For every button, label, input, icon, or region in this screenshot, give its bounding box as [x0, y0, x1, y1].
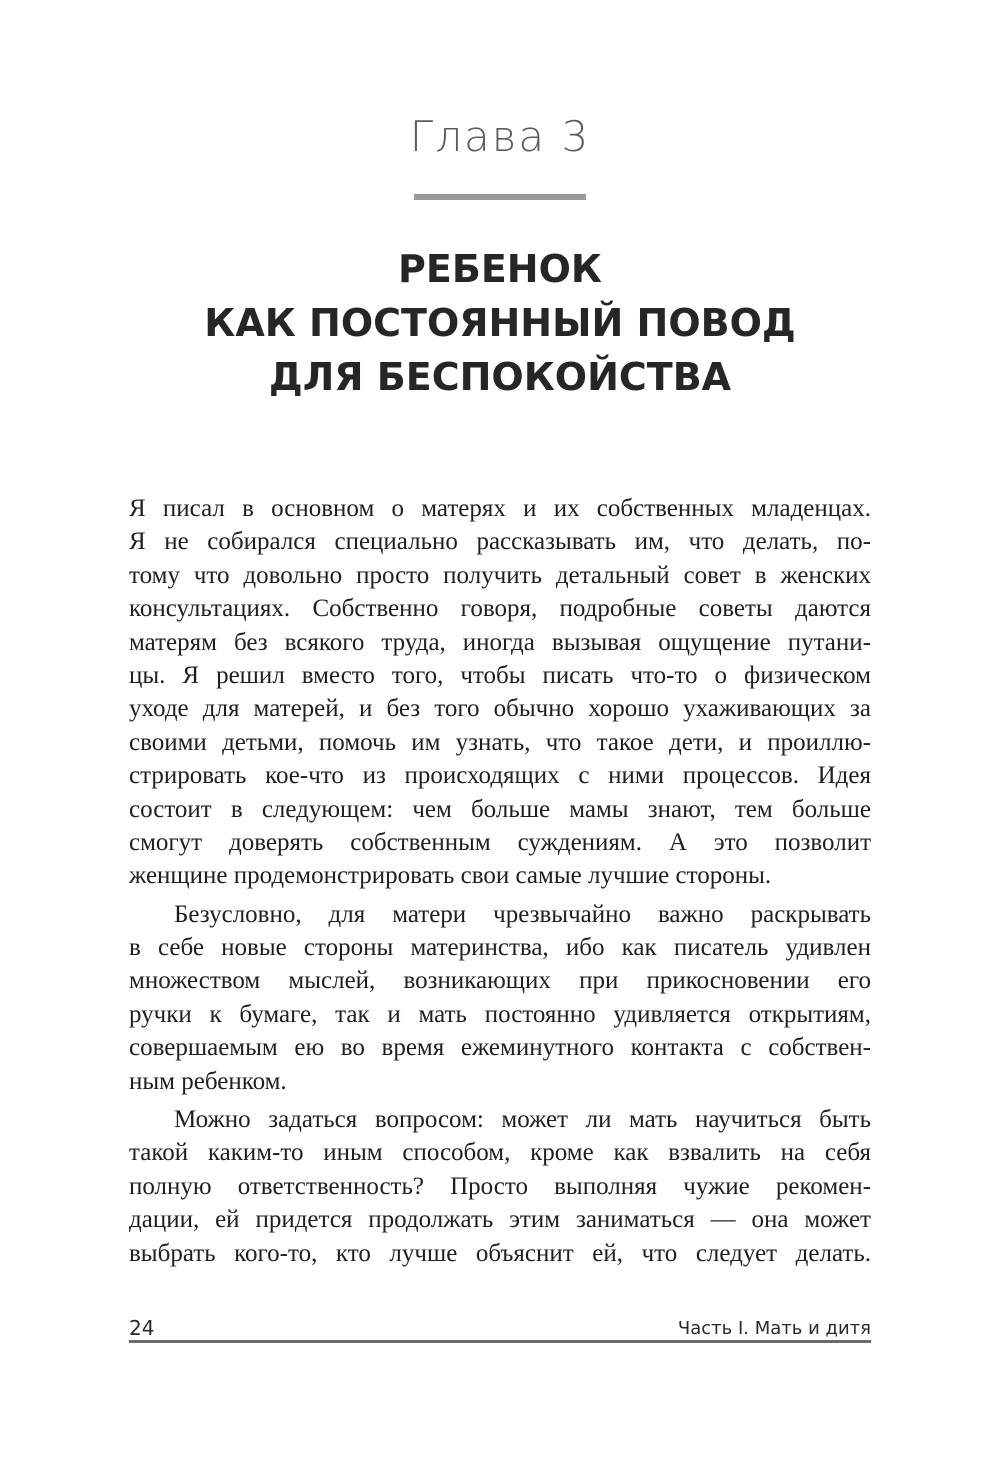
text-line: дации, ей придется продолжать этим заниматься — она может — [129, 1206, 871, 1234]
text-line: матерям без всякого труда, иногда вызывая ощущение путани- — [129, 628, 871, 656]
text-line: в себе новые стороны материнства, ибо как писатель удивлен — [129, 934, 871, 962]
chapter-rule — [414, 194, 586, 200]
text-line: своими детьми, помочь им узнать, что такое дети, и проиллю- — [129, 728, 871, 756]
text-line: ручки к бумаге, так и мать постоянно удивляется открытиям, — [129, 1000, 871, 1028]
text-line: консультациях. Собственно говоря, подробные советы даются — [129, 595, 871, 623]
running-head: Часть I. Мать и дитя — [677, 1318, 871, 1339]
text-line: множеством мыслей, возникающих при прикосновении его — [129, 967, 871, 995]
text-line: ным ребенком. — [129, 1067, 287, 1095]
text-line: Безусловно, для матери чрезвычайно важно раскрывать — [174, 900, 871, 928]
chapter-label: Глава 3 — [409, 112, 591, 161]
body-text — [129, 492, 871, 1275]
text-line: Можно задаться вопросом: может ли мать научиться быть — [174, 1106, 871, 1134]
text-line: полную ответственность? Просто выполняя чужие рекомен- — [129, 1172, 871, 1200]
text-line: смогут доверять собственным суждениям. А это позволит — [129, 828, 871, 856]
text-line: уходе для матерей, и без того обычно хорошо ухаживающих за — [129, 695, 871, 723]
chapter-title — [0, 242, 1000, 404]
text-line: состоит в следующем: чем больше мамы знают, тем больше — [129, 795, 871, 823]
text-line: цы. Я решил вместо того, чтобы писать что-то о физическом — [129, 661, 871, 689]
paragraph — [129, 492, 871, 893]
chapter-title-line: ДЛЯ БЕСПОКОЙСТВА — [268, 355, 732, 399]
text-line: такой каким-то иным способом, кроме как взвалить на себя — [129, 1139, 871, 1167]
paragraph — [129, 898, 871, 1098]
text-line: Я писал в основном о матерях и их собственных младенцах. — [129, 495, 871, 522]
text-line: совершаемым ею во время ежеминутного контакта с собствен- — [129, 1034, 871, 1062]
text-line: Я не собирался специально рассказывать им, что делать, по- — [129, 528, 871, 556]
text-line: тому что довольно просто получить детальный совет в женских — [129, 561, 871, 589]
text-line: стрировать кое-что из происходящих с ними процессов. Идея — [129, 762, 871, 790]
chapter-title-line: КАК ПОСТОЯННЫЙ ПОВОД — [204, 301, 796, 345]
page-footer — [129, 1312, 871, 1342]
page-number: 24 — [129, 1316, 155, 1340]
paragraph — [129, 1103, 871, 1270]
footer-rule — [129, 1340, 871, 1343]
chapter-title-line: РЕБЕНОК — [398, 247, 602, 291]
text-line: женщине продемонстрировать свои самые лучшие стороны. — [129, 862, 772, 890]
text-line: выбрать кого-то, кто лучше объяснит ей, что следует делать. — [129, 1239, 871, 1267]
